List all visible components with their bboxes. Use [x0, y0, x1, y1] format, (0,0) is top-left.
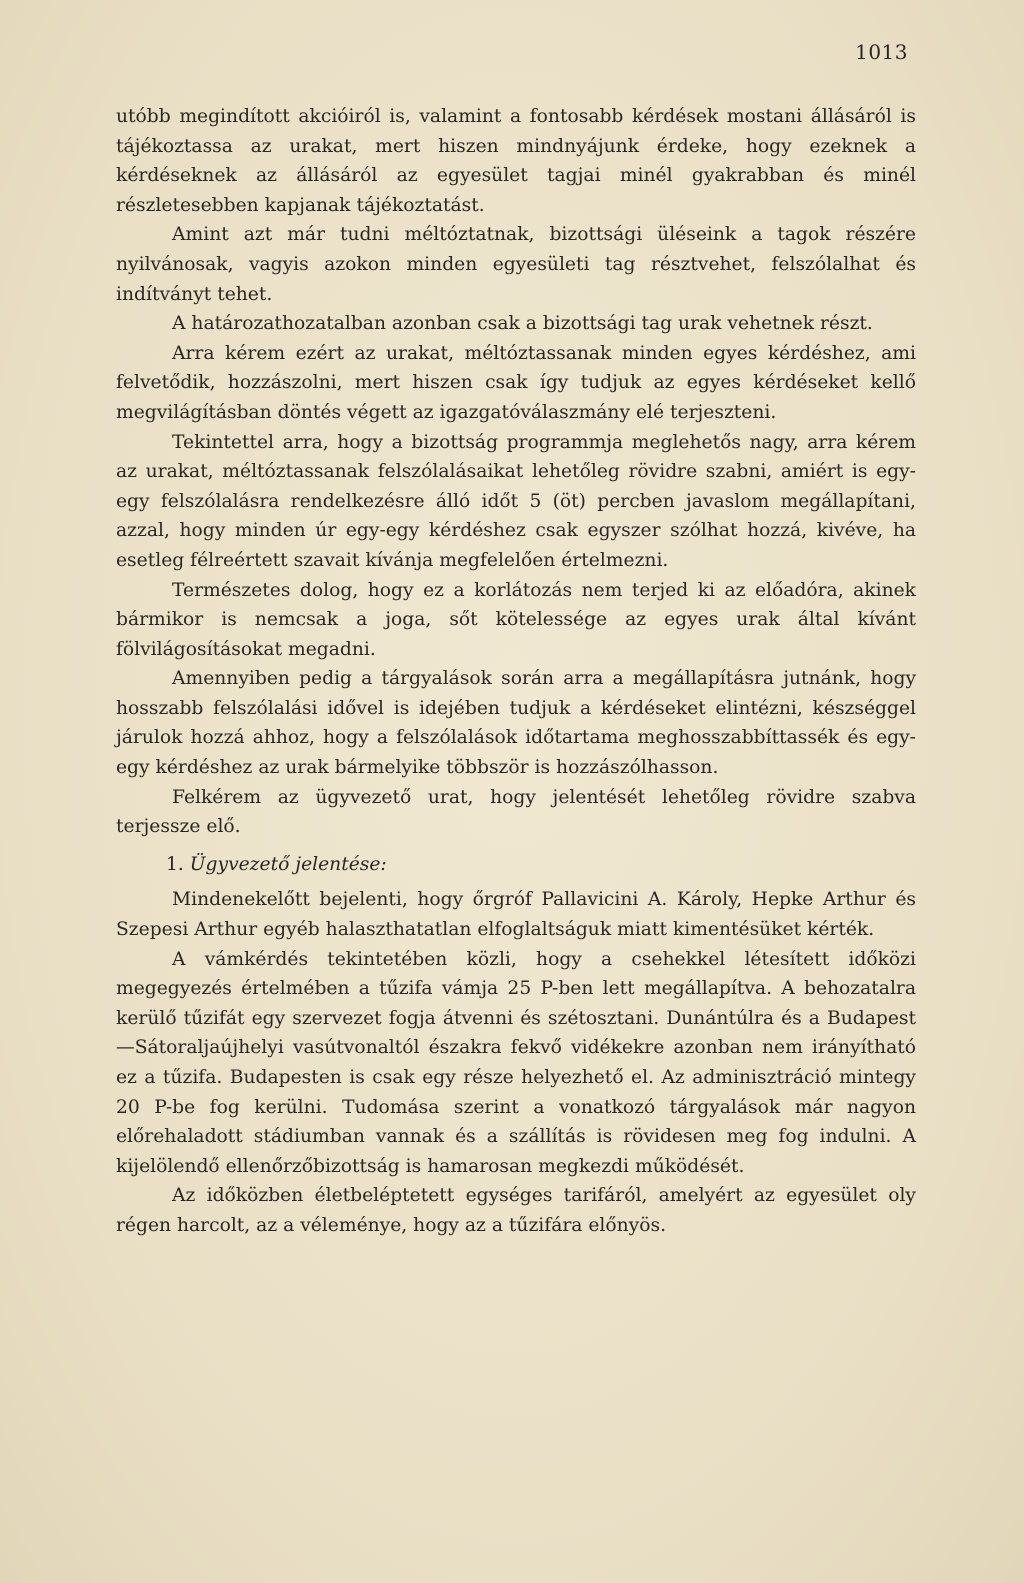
section-number: 1. [166, 853, 184, 875]
paragraph: Amint azt már tudni méltóztatnak, bizottsági üléseink a tagok részére nyilvánosak, vagyis azokon minden egyesületi tag résztvehet, felszólalhat és indítványt tehet. [116, 224, 916, 305]
page-number: 1013 [855, 40, 908, 64]
section-title: Ügyvezető jelentése: [189, 853, 387, 875]
paragraph: Mindenekelőtt bejelenti, hogy őrgróf Pallavicini A. Károly, Hepke Arthur és Szepesi Arthur egyéb halaszthatatlan elfoglaltságuk miatt kimentésüket kérték. [116, 889, 916, 941]
paragraph: Az időközben életbeléptetett egységes tarifáról, amelyért az egyesület oly régen harcolt, az a véleménye, hogy az a tűzifára előnyös. [116, 1185, 916, 1236]
paragraph: Arra kérem ezért az urakat, méltóztassanak minden egyes kérdéshez, ami felvetődik, hozzászolni, mert hiszen csak így tudjuk az egyes kérdéseket kellő megvilágításban döntés végett az igazgatóválaszmány elé terjeszteni. [116, 342, 916, 423]
paragraph: A határozathozatalban azonban csak a bizottsági tag urak vehetnek részt. [172, 313, 873, 335]
paragraph-continuation: utóbb megindított akcióiról is, valamint a fontosabb kérdések mostani állásáról is tájékoztassa az urakat, mert hiszen mindnyájunk érdeke, hogy ezeknek a kérdéseknek az állásáról az egyesület tagjai minél gyakrabban és minél részletesebben kapjanak tájékoztatást. [116, 106, 916, 216]
document-body [116, 102, 916, 1241]
paragraph: Amennyiben pedig a tárgyalások során arra a megállapításra jutnánk, hogy hosszabb felszólalási idővel is idejében tudjuk a kérdéseket elintézni, készséggel járulok hozzá ahhoz, hogy a felszólalások időtartama meghosszabbíttassék és egy-egy kérdéshez az urak bármelyike többször is hozzászólhasson. [116, 668, 916, 779]
section-heading [116, 850, 916, 880]
paragraph: Felkérem az ügyvezető urat, hogy jelentését lehetőleg rövidre szabva terjessze elő. [116, 786, 916, 838]
paragraph: Természetes dolog, hogy ez a korlátozás nem terjed ki az előadóra, akinek bármikor is nemcsak a joga, sőt kötelessége az egyes urak által kívánt fölvilágosításokat megadni. [116, 579, 916, 660]
paragraph: A vámkérdés tekintetében közli, hogy a csehekkel létesített időközi megegyezés értelmében a tűzifa vámja 25 P-ben lett megállapítva. A behozatalra kerülő tűzifát egy szervezet fogja átvenni és szétosztani. Dunántúlra és a Budapest—Sátoraljaújhelyi vasútvonaltól északra fekvő vidékekre azonban nem irányítható ez a tűzifa. Budapesten is csak egy része helyezhető el. Az adminisztráció mintegy 20 P-be fog kerülni. Tudomása szerint a vonatkozó tárgyalások már nagyon előrehaladott stádiumban vannak és a szállítás is rövidesen meg fog indulni. A kijelölendő ellenőrzőbizottság is hamarosan megkezdi működését. [116, 948, 916, 1177]
paragraph: Tekintettel arra, hogy a bizottság programmja meglehetős nagy, arra kérem az urakat, méltóztassanak felszólalásaikat lehetőleg rövidre szabni, amiért is egy-egy felszólalásra rendelkezésre álló időt 5 (öt) percben javaslom megállapítani, azzal, hogy minden úr egy-egy kérdéshez csak egyszer szólhat hozzá, kivéve, ha esetleg félreértett szavait kívánja megfelelően értelmezni. [116, 431, 916, 571]
